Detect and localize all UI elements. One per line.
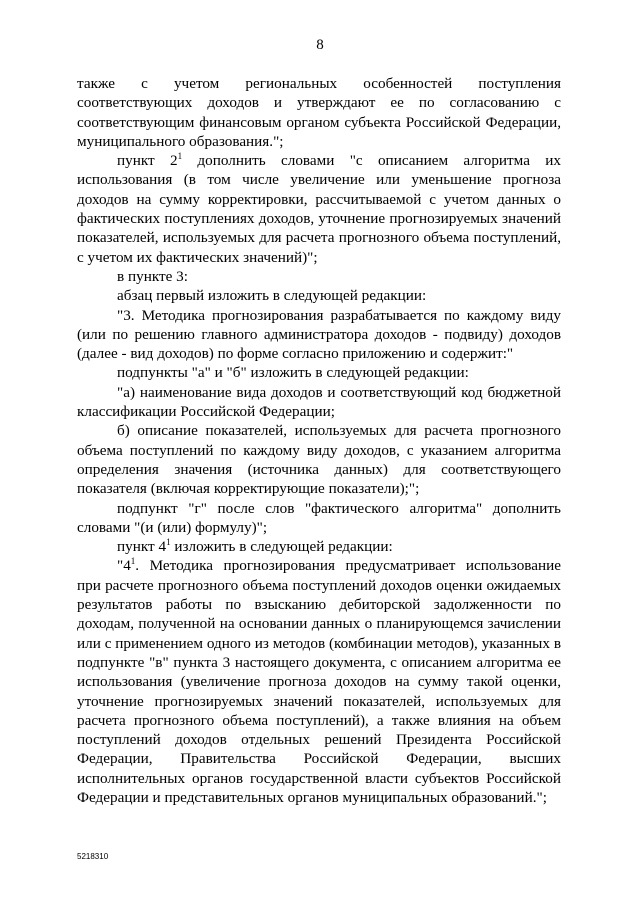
superscript: 1 [177,151,183,162]
paragraph-item-4-1-text [77,556,561,807]
paragraph-subitems-instruction: подпункты "а" и "б" изложить в следующей редакции: [117,364,469,382]
document-body [77,74,561,807]
paragraph-first-paragraph-instruction: абзац первый изложить в следующей редакции: [117,287,427,305]
paragraph-subitem-g: подпункт "г" после слов "фактического алгоритма" дополнить словами "(и (или) формулу)"; [77,499,561,536]
paragraph-continuation: также с учетом региональных особенностей поступления соответствующих доходов и утверждают ее по согласованию с соответствующим финансовым органом субъекта Российской Федерации, муниципального образования."; [77,75,561,150]
page-number: 8 [316,37,324,53]
superscript: 1 [166,537,171,548]
paragraph-item-4-1-instruction [77,537,561,556]
text-fragment: пункт 4 [117,538,167,556]
document-code: 5218310 [77,852,109,861]
superscript: 1 [130,556,136,567]
paragraph-item-2-1 [77,151,561,267]
paragraph-subitem-b: б) описание показателей, используемых для расчета прогнозного объема поступлений по каждому виду доходов, с указанием алгоритма определения значения (источника данных) для соответствующего показателя (включая корректирующие показатели);"; [77,422,561,498]
text-fragment: изложить в следующей редакции: [170,538,393,556]
paragraph-subitem-a: "а) наименование вида доходов и соответствующий код бюджетной классификации Российской Федерации; [77,383,561,421]
text-fragment: пункт 2 [117,152,178,170]
text-fragment: . Методика прогнозирования предусматривает использование при расчете прогнозного объема поступлений доходов оценки ожидаемых результатов работы по взысканию дебиторской задолженности по доходам, полученной на основании данных о планирующемся зачислении или с применением одного из методов (комбинации методов), указанных в подпункте "в" пункта 3 настоящего документа, с описанием алгоритма ее использования (увеличение прогноза доходов на сумму такой оценки, уточнение прогнозируемых значений показателей, используемых для расчета прогнозного объема поступлений), а также влияния на объем поступлений доходов отдельных решений Президента Российской Федерации, Правительства Российской Федерации, высших исполнительных органов государственной власти субъектов Российской Федерации и представительных органов муниципальных образований."; [77,557,561,806]
paragraph-item-3-text: "3. Методика прогнозирования разрабатывается по каждому виду (или по решению главного администратора доходов - подвиду) доходов (далее - вид доходов) по форме согласно приложению и содержит:" [77,306,561,363]
text-fragment: "4 [117,557,131,575]
paragraph-item-3-intro: в пункте 3: [117,267,188,285]
text-fragment: дополнить словами "с описанием алгоритма их использования (в том числе увеличение или уменьшение прогноза доходов на сумму корректировки, рассчитываемой с учетом данных о фактических поступлениях доходов, уточнение прогнозируемых значений показателей, используемых для расчета прогнозного объема поступлений, с учетом их фактических значений)"; [77,152,561,266]
